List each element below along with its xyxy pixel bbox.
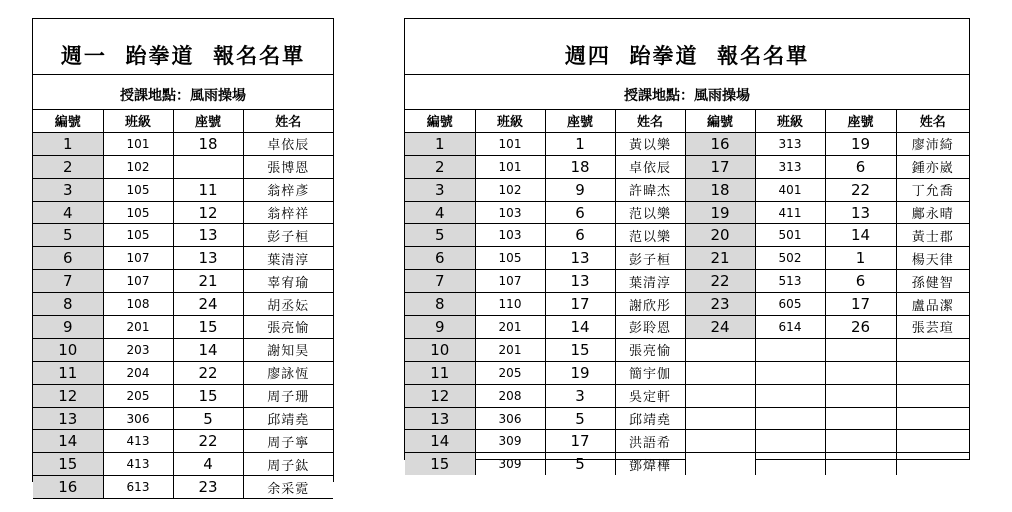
name-cell: 簡宇伽 xyxy=(615,361,685,384)
monday-roster-sheet xyxy=(32,18,334,497)
seat-cell: 9 xyxy=(545,178,615,201)
class-cell: 401 xyxy=(755,178,825,201)
number-cell: 4 xyxy=(405,201,475,224)
class-cell: 103 xyxy=(475,224,545,247)
name-cell: 丁允喬 xyxy=(896,178,969,201)
name-cell: 彭子桓 xyxy=(243,224,333,247)
class-cell: 203 xyxy=(103,338,173,361)
name-cell: 張亮愉 xyxy=(243,316,333,339)
number-cell: 7 xyxy=(405,270,475,293)
thursday-roster-sheet xyxy=(404,18,970,474)
class-cell xyxy=(755,407,825,430)
number-cell: 13 xyxy=(405,407,475,430)
class-cell: 107 xyxy=(103,247,173,270)
name-cell: 張芸瑄 xyxy=(896,316,969,339)
seat-cell xyxy=(825,384,896,407)
name-header: 姓名 xyxy=(615,110,685,133)
class-cell: 513 xyxy=(755,270,825,293)
class-cell: 107 xyxy=(103,270,173,293)
table-row xyxy=(405,430,969,453)
number-cell: 2 xyxy=(405,155,475,178)
seat-cell: 19 xyxy=(825,132,896,155)
number-cell: 22 xyxy=(685,270,755,293)
seat-cell: 13 xyxy=(173,247,243,270)
seat-cell: 21 xyxy=(173,270,243,293)
number-cell: 8 xyxy=(33,293,103,316)
seat-cell xyxy=(825,407,896,430)
number-cell: 12 xyxy=(405,384,475,407)
name-cell: 彭子桓 xyxy=(615,247,685,270)
number-cell: 19 xyxy=(685,201,755,224)
name-cell xyxy=(896,361,969,384)
table-row xyxy=(405,247,969,270)
seat-header: 座號 xyxy=(545,110,615,133)
class-cell: 605 xyxy=(755,293,825,316)
number-cell: 16 xyxy=(685,132,755,155)
table-row xyxy=(33,476,333,499)
table-row xyxy=(405,453,969,475)
name-cell: 廖沛綺 xyxy=(896,132,969,155)
number-cell: 9 xyxy=(405,316,475,339)
number-cell xyxy=(685,338,755,361)
name-cell: 周子寧 xyxy=(243,430,333,453)
class-cell: 413 xyxy=(103,430,173,453)
monday-location-label: 授課地點：風雨操場 xyxy=(120,88,246,104)
class-cell: 201 xyxy=(475,338,545,361)
number-cell: 2 xyxy=(33,155,103,178)
name-cell xyxy=(896,384,969,407)
name-cell: 葉清淳 xyxy=(243,247,333,270)
number-cell: 18 xyxy=(685,178,755,201)
name-cell: 翁梓彥 xyxy=(243,178,333,201)
name-cell: 葉清淳 xyxy=(615,270,685,293)
seat-cell: 1 xyxy=(825,247,896,270)
seat-cell: 22 xyxy=(825,178,896,201)
class-cell: 103 xyxy=(475,201,545,224)
seat-cell: 5 xyxy=(545,407,615,430)
table-row xyxy=(405,407,969,430)
name-cell: 鄺永晴 xyxy=(896,201,969,224)
name-cell: 余采霓 xyxy=(243,476,333,499)
thursday-roster-table xyxy=(405,109,969,475)
seat-cell: 22 xyxy=(173,361,243,384)
class-cell xyxy=(755,430,825,453)
class-cell: 313 xyxy=(755,155,825,178)
number-cell: 7 xyxy=(33,270,103,293)
number-cell xyxy=(685,361,755,384)
table-row xyxy=(33,132,333,155)
number-cell: 23 xyxy=(685,293,755,316)
number-cell xyxy=(685,407,755,430)
seat-cell: 12 xyxy=(173,201,243,224)
name-cell xyxy=(896,338,969,361)
number-cell: 6 xyxy=(33,247,103,270)
class-header: 班級 xyxy=(103,110,173,133)
class-cell: 101 xyxy=(103,132,173,155)
monday-roster-title: 週一 跆拳道 報名名單 xyxy=(33,19,333,75)
number-cell xyxy=(685,384,755,407)
name-cell: 周子珊 xyxy=(243,384,333,407)
name-cell: 鍾亦崴 xyxy=(896,155,969,178)
name-cell: 胡丞妘 xyxy=(243,293,333,316)
table-row xyxy=(405,132,969,155)
seat-cell: 11 xyxy=(173,178,243,201)
seat-cell: 15 xyxy=(173,316,243,339)
number-header: 編號 xyxy=(685,110,755,133)
class-cell xyxy=(755,338,825,361)
class-cell xyxy=(755,453,825,475)
name-cell: 卓依辰 xyxy=(615,155,685,178)
seat-cell: 17 xyxy=(545,430,615,453)
name-cell xyxy=(896,407,969,430)
seat-cell: 6 xyxy=(825,155,896,178)
class-cell: 204 xyxy=(103,361,173,384)
name-cell: 吳定軒 xyxy=(615,384,685,407)
table-row xyxy=(405,270,969,293)
table-row xyxy=(405,316,969,339)
class-cell: 201 xyxy=(475,316,545,339)
number-cell: 13 xyxy=(33,407,103,430)
class-cell: 108 xyxy=(103,293,173,316)
class-cell: 205 xyxy=(475,361,545,384)
table-row xyxy=(405,155,969,178)
number-cell: 21 xyxy=(685,247,755,270)
class-cell: 306 xyxy=(103,407,173,430)
seat-cell: 19 xyxy=(545,361,615,384)
class-cell: 309 xyxy=(475,430,545,453)
table-row xyxy=(405,384,969,407)
class-cell: 411 xyxy=(755,201,825,224)
name-cell: 張亮愉 xyxy=(615,338,685,361)
class-cell: 101 xyxy=(475,132,545,155)
number-header: 編號 xyxy=(33,110,103,133)
number-header: 編號 xyxy=(405,110,475,133)
class-cell: 413 xyxy=(103,453,173,476)
number-cell: 11 xyxy=(405,361,475,384)
seat-cell xyxy=(825,453,896,475)
seat-cell: 22 xyxy=(173,430,243,453)
name-cell: 周子鈦 xyxy=(243,453,333,476)
table-row xyxy=(33,338,333,361)
class-cell: 105 xyxy=(103,224,173,247)
number-cell: 11 xyxy=(33,361,103,384)
number-cell: 8 xyxy=(405,293,475,316)
name-cell: 翁梓祥 xyxy=(243,201,333,224)
number-cell: 3 xyxy=(33,178,103,201)
seat-cell: 17 xyxy=(825,293,896,316)
name-cell xyxy=(896,430,969,453)
seat-cell xyxy=(825,361,896,384)
class-cell: 205 xyxy=(103,384,173,407)
seat-cell xyxy=(825,430,896,453)
class-cell: 107 xyxy=(475,270,545,293)
class-cell: 502 xyxy=(755,247,825,270)
class-cell: 208 xyxy=(475,384,545,407)
name-cell: 孫健智 xyxy=(896,270,969,293)
thursday-roster-title: 週四 跆拳道 報名名單 xyxy=(405,19,969,75)
name-cell: 張博恩 xyxy=(243,155,333,178)
seat-cell: 6 xyxy=(545,201,615,224)
seat-cell: 6 xyxy=(825,270,896,293)
class-cell: 306 xyxy=(475,407,545,430)
seat-header: 座號 xyxy=(173,110,243,133)
number-cell: 5 xyxy=(33,224,103,247)
number-cell: 1 xyxy=(33,132,103,155)
seat-cell: 5 xyxy=(173,407,243,430)
name-header: 姓名 xyxy=(243,110,333,133)
name-cell: 鄧煒樺 xyxy=(615,453,685,475)
number-cell: 24 xyxy=(685,316,755,339)
seat-cell: 13 xyxy=(173,224,243,247)
table-row xyxy=(33,224,333,247)
thursday-location-label: 授課地點：風雨操場 xyxy=(624,88,750,104)
seat-cell xyxy=(825,338,896,361)
class-cell: 105 xyxy=(103,201,173,224)
seat-cell: 13 xyxy=(825,201,896,224)
seat-cell: 5 xyxy=(545,453,615,475)
table-row xyxy=(405,361,969,384)
number-cell: 9 xyxy=(33,316,103,339)
seat-cell: 4 xyxy=(173,453,243,476)
seat-cell: 3 xyxy=(545,384,615,407)
name-cell: 邱靖堯 xyxy=(615,407,685,430)
seat-header: 座號 xyxy=(825,110,896,133)
name-cell: 洪語希 xyxy=(615,430,685,453)
table-row xyxy=(405,224,969,247)
class-cell: 201 xyxy=(103,316,173,339)
seat-cell: 15 xyxy=(173,384,243,407)
name-cell: 廖詠恆 xyxy=(243,361,333,384)
seat-cell xyxy=(173,155,243,178)
class-cell xyxy=(755,384,825,407)
number-cell: 12 xyxy=(33,384,103,407)
number-cell: 10 xyxy=(33,338,103,361)
class-header: 班級 xyxy=(475,110,545,133)
name-cell: 邱靖堯 xyxy=(243,407,333,430)
name-cell: 黃以樂 xyxy=(615,132,685,155)
number-cell: 4 xyxy=(33,201,103,224)
table-row xyxy=(33,293,333,316)
monday-roster-table xyxy=(33,109,333,499)
table-row xyxy=(405,178,969,201)
number-cell xyxy=(685,453,755,475)
number-cell: 6 xyxy=(405,247,475,270)
seat-cell: 18 xyxy=(545,155,615,178)
number-cell xyxy=(685,430,755,453)
number-cell: 14 xyxy=(33,430,103,453)
seat-cell: 24 xyxy=(173,293,243,316)
number-cell: 1 xyxy=(405,132,475,155)
class-cell: 102 xyxy=(475,178,545,201)
table-row xyxy=(33,407,333,430)
seat-cell: 1 xyxy=(545,132,615,155)
name-cell: 范以樂 xyxy=(615,201,685,224)
table-row xyxy=(33,430,333,453)
class-header: 班級 xyxy=(755,110,825,133)
class-cell: 309 xyxy=(475,453,545,475)
table-row xyxy=(33,178,333,201)
table-row xyxy=(405,338,969,361)
number-cell: 17 xyxy=(685,155,755,178)
name-cell xyxy=(896,453,969,475)
number-cell: 20 xyxy=(685,224,755,247)
seat-cell: 18 xyxy=(173,132,243,155)
table-row xyxy=(405,201,969,224)
number-cell: 15 xyxy=(405,453,475,475)
name-cell: 謝知昊 xyxy=(243,338,333,361)
table-row xyxy=(405,293,969,316)
table-row xyxy=(33,453,333,476)
seat-cell: 14 xyxy=(825,224,896,247)
seat-cell: 14 xyxy=(173,338,243,361)
table-row xyxy=(33,247,333,270)
seat-cell: 14 xyxy=(545,316,615,339)
class-cell: 110 xyxy=(475,293,545,316)
class-cell: 613 xyxy=(103,476,173,499)
number-cell: 10 xyxy=(405,338,475,361)
table-row xyxy=(33,316,333,339)
name-header: 姓名 xyxy=(896,110,969,133)
name-cell: 彭聆恩 xyxy=(615,316,685,339)
name-cell: 楊天律 xyxy=(896,247,969,270)
class-cell: 614 xyxy=(755,316,825,339)
name-cell: 卓依辰 xyxy=(243,132,333,155)
seat-cell: 13 xyxy=(545,270,615,293)
seat-cell: 23 xyxy=(173,476,243,499)
seat-cell: 13 xyxy=(545,247,615,270)
name-cell: 盧品潔 xyxy=(896,293,969,316)
class-cell: 501 xyxy=(755,224,825,247)
number-cell: 14 xyxy=(405,430,475,453)
name-cell: 許暐杰 xyxy=(615,178,685,201)
table-row xyxy=(33,361,333,384)
table-row xyxy=(33,201,333,224)
seat-cell: 6 xyxy=(545,224,615,247)
number-cell: 15 xyxy=(33,453,103,476)
name-cell: 黃士郡 xyxy=(896,224,969,247)
table-row xyxy=(33,155,333,178)
number-cell: 3 xyxy=(405,178,475,201)
number-cell: 5 xyxy=(405,224,475,247)
class-cell: 105 xyxy=(475,247,545,270)
seat-cell: 17 xyxy=(545,293,615,316)
seat-cell: 26 xyxy=(825,316,896,339)
number-cell: 16 xyxy=(33,476,103,499)
class-cell: 101 xyxy=(475,155,545,178)
seat-cell: 15 xyxy=(545,338,615,361)
class-cell: 313 xyxy=(755,132,825,155)
table-row xyxy=(33,270,333,293)
class-cell: 105 xyxy=(103,178,173,201)
name-cell: 辜宥瑜 xyxy=(243,270,333,293)
class-cell xyxy=(755,361,825,384)
table-row xyxy=(33,384,333,407)
name-cell: 范以樂 xyxy=(615,224,685,247)
class-cell: 102 xyxy=(103,155,173,178)
name-cell: 謝欣彤 xyxy=(615,293,685,316)
